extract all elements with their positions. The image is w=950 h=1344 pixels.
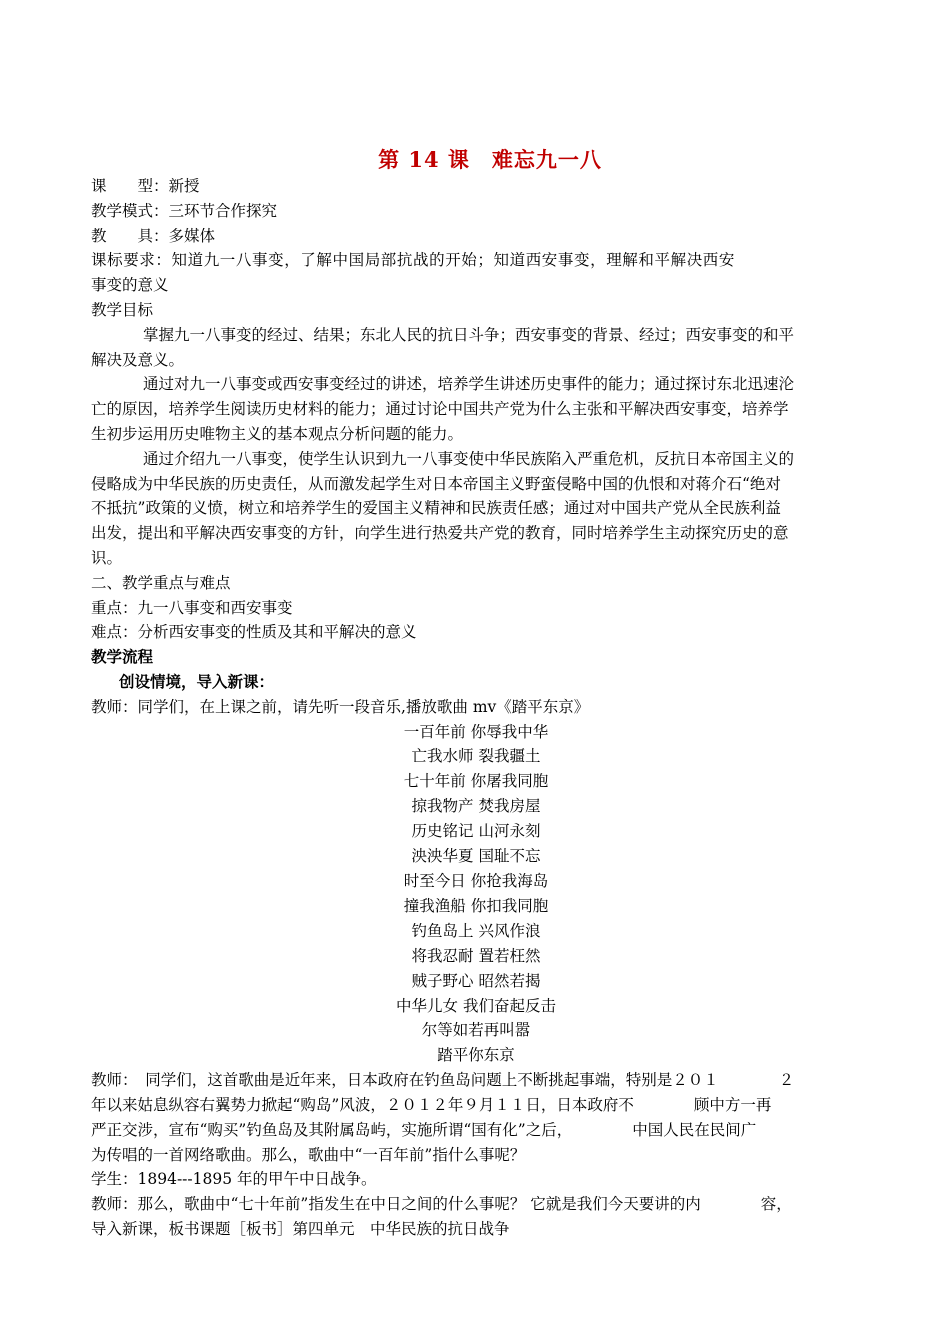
teacher-explain-text: 顾中方一再 — [693, 1096, 772, 1115]
lyric-line: 尔等如若再叫嚣 — [421, 1021, 531, 1040]
teacher-explain-line-4: 为传唱的一首网络歌曲。那么，歌曲中“一百年前”指什么事呢？ — [91, 1145, 526, 1164]
teacher-explain-line-1 — [91, 1068, 861, 1093]
teacher-question-text: 教师：那么，歌曲中“七十年前”指发生在中日之间的什么事呢？ 它就是我们今天要讲的内 — [91, 1195, 701, 1214]
teacher-question-text: 容， — [760, 1195, 792, 1214]
goal-knowledge-line-2: 解决及意义。 — [91, 350, 185, 369]
goal-emotion-line-3: 不抵抗”政策的义愤，树立和培养学生的爱国主义精神和民族责任感；通过对中国共产党从全民族利益 — [91, 499, 781, 518]
lyric-line: 历史铭记 山河永刻 — [411, 822, 541, 841]
teaching-mode-value: 三环节合作探究 — [168, 201, 278, 220]
lyric-line: 贼子野心 昭然若揭 — [411, 971, 541, 990]
teacher-explain-text: 教师： 同学们，这首歌曲是近年来，日本政府在钓鱼岛问题上不断挑起事端，特别是２０１ — [91, 1071, 719, 1090]
lesson-type-value: 新授 — [168, 177, 200, 195]
teacher-explain-line-2 — [91, 1093, 861, 1118]
lesson-type-label: 课 型： — [91, 177, 169, 195]
teaching-tools-label: 教 具： — [91, 226, 169, 245]
lyric-line: 踏平你东京 — [437, 1046, 515, 1065]
lyric-line: 时至今日 你抢我海岛 — [403, 871, 549, 890]
teacher-question-line-1 — [91, 1192, 861, 1217]
curriculum-standard-line-2: 事变的意义 — [91, 276, 169, 295]
teacher-question-line-2: 导入新课，板书课题［板书］第四单元 中华民族的抗日战争 — [91, 1220, 510, 1238]
goals-heading: 教学目标 — [91, 300, 154, 319]
lyric-line: 将我忍耐 置若枉然 — [411, 946, 541, 965]
goal-emotion-line-1: 通过介绍九一八事变，使学生认识到九一八事变使中华民族陷入严重危机，反抗日本帝国主义的 — [143, 449, 795, 468]
teaching-mode — [91, 199, 861, 224]
lyric-line: 钓鱼岛上 兴风作浪 — [411, 921, 541, 940]
goal-ability-line-2: 亡的原因，培养学生阅读历史材料的能力；通过讨论中国共产党为什么主张和平解决西安事变，培养学 — [91, 400, 789, 419]
teaching-tools-value: 多媒体 — [168, 226, 216, 245]
lyric-line: 一百年前 你辱我中华 — [403, 722, 549, 741]
lyric-line: 泱泱华夏 国耻不忘 — [411, 847, 541, 866]
lesson-plan-document — [91, 146, 861, 1242]
teaching-flow-heading: 教学流程 — [91, 647, 154, 667]
goal-emotion-line-2: 侵略成为中华民族的历史责任，从而激发起学生对日本帝国主义野蛮侵略中国的仇恨和对蒋介石“绝对 — [91, 474, 781, 493]
teacher-intro: 教师：同学们，在上课之前，请先听一段音乐,播放歌曲 mv《踏平东京》 — [91, 697, 590, 716]
teacher-explain-text: ２ — [778, 1071, 795, 1090]
key-points-heading: 二、教学重点与难点 — [91, 573, 231, 592]
curriculum-standard-line-1: 课标要求：知道九一八事变，了解中国局部抗战的开始；知道西安事变，理解和平解决西安 — [91, 251, 736, 270]
goal-ability-line-3: 生初步运用历史唯物主义的基本观点分析问题的能力。 — [91, 424, 464, 443]
teacher-explain-line-3 — [91, 1118, 861, 1143]
teacher-explain-text: 年以来姑息纵容右翼势力掀起“购岛”风波，２０１２年９月１１日，日本政府不 — [91, 1096, 634, 1115]
goal-knowledge-line-1: 掌握九一八事变的经过、结果；东北人民的抗日斗争；西安事变的背景、经过；西安事变的和平 — [143, 325, 795, 344]
lyric-line: 中华儿女 我们奋起反击 — [396, 996, 556, 1015]
goal-emotion-line-5: 识。 — [91, 548, 123, 567]
lyric-line: 七十年前 你屠我同胞 — [403, 772, 549, 791]
lesson-title: 第 14 课 难忘九一八 — [378, 147, 602, 172]
difficult-point: 难点：分析西安事变的性质及其和平解决的意义 — [91, 623, 417, 642]
student-answer: 学生：1894---1895 年的甲午中日战争。 — [91, 1170, 377, 1189]
teaching-tools — [91, 224, 861, 249]
goal-emotion-line-4: 出发，提出和平解决西安事变的方针，向学生进行热爱共产党的教育，同时培养学生主动探究历史的意 — [91, 524, 789, 543]
intro-heading: 创设情境，导入新课： — [119, 671, 275, 691]
lyric-line: 掠我物产 焚我房屋 — [411, 797, 541, 816]
lyric-line: 亡我水师 裂我疆土 — [411, 747, 541, 766]
teacher-explain-text: 中国人民在民间广 — [632, 1120, 757, 1139]
lyric-line: 撞我渔船 你扣我同胞 — [403, 896, 549, 915]
teacher-explain-text: 严正交涉，宣布“购买”钓鱼岛及其附属岛屿，实施所谓“国有化”之后， — [91, 1120, 573, 1139]
lesson-type — [91, 174, 861, 199]
key-point: 重点：九一八事变和西安事变 — [91, 598, 293, 617]
song-lyrics — [91, 720, 861, 1069]
goal-ability-line-1: 通过对九一八事变或西安事变经过的讲述，培养学生讲述历史事件的能力；通过探讨东北迅速沦 — [143, 375, 795, 394]
teaching-mode-label: 教学模式： — [91, 201, 169, 220]
